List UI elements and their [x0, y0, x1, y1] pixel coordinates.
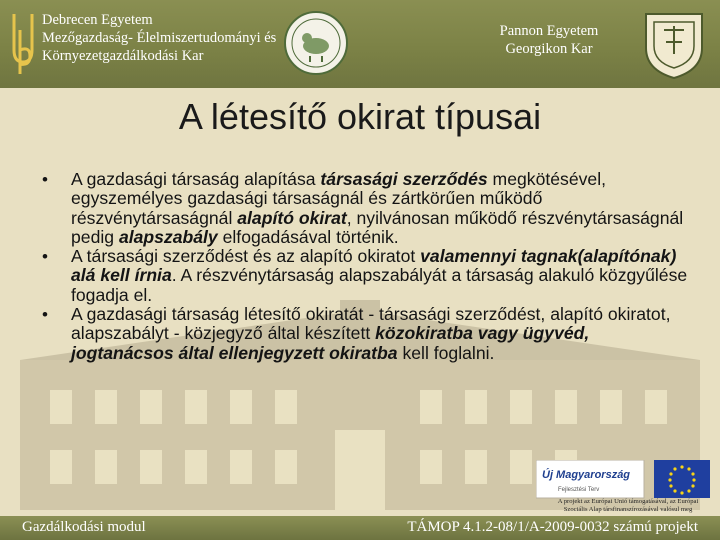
- emphasis-text: közokiratba vagy ügyvéd, jogtanácsos által ellenjegyzett okiratba: [71, 323, 590, 363]
- faculty-line: Mezőgazdaság- Élelmiszertudományi és: [42, 30, 277, 46]
- university-line: Debrecen Egyetem: [42, 12, 153, 28]
- bullet-text: kell foglalni.: [397, 342, 495, 363]
- emphasis-text: valamennyi tagnak(alapítónak) alá kell írnia: [71, 246, 677, 286]
- bullet-text: A gazdasági társaság létesítő okiratát - társasági szerződést, alapító okiratot, alapszabályt - közjegyző által készített: [71, 304, 671, 344]
- bullet-dot-icon: •: [42, 247, 48, 267]
- bullet-text: A társasági szerződést és az alapító okiratot: [71, 246, 421, 267]
- module-name: Gazdálkodási modul: [22, 519, 146, 535]
- faculty-line: Georgikon Kar: [505, 41, 593, 57]
- bullet-text: megkötésével, egyszemélyes gazdasági társaságnál és zártkörűen működő részvénytársaságnál: [71, 169, 606, 228]
- faculty-line: Környezetgazdálkodási Kar: [42, 48, 204, 64]
- bullet-text: elfogadásával történik.: [217, 226, 399, 247]
- bullet-item: [40, 170, 695, 247]
- university-name: [42, 11, 287, 65]
- caption-line: A projekt az Európai Unió támogatásával, az Európai: [557, 498, 699, 505]
- emphasis-text: alapszabály: [118, 226, 218, 247]
- bullet-dot-icon: •: [42, 305, 48, 325]
- header-band: [0, 0, 720, 88]
- project-id: TÁMOP 4.1.2-08/1/A-2009-0032 számú projekt: [407, 519, 698, 535]
- bullet-item: [40, 305, 695, 363]
- new-hungary-logo-text: Új Magyarország: [542, 469, 631, 481]
- slide-title: A létesítő okirat típusai: [178, 96, 542, 137]
- bullet-list: [40, 170, 695, 363]
- emphasis-text: társasági szerződés: [320, 169, 488, 189]
- footer-band: [0, 516, 720, 540]
- pannon-crest-icon: [642, 8, 706, 80]
- pannon-university-name: [490, 22, 608, 58]
- emphasis-text: alapító okirat: [237, 207, 347, 228]
- bullet-text: A gazdasági társaság alapítása: [71, 169, 321, 189]
- bullet-text: . A részvénytársaság alapszabályát a társaság alakuló közgyűlése fogadja el.: [71, 265, 688, 305]
- faculty-seal-icon: [283, 10, 349, 76]
- bullet-item: [40, 247, 695, 305]
- bullet-text: , nyilvánosan működő részvénytársaságnál pedig: [71, 207, 684, 247]
- eu-funding-logos: [536, 460, 712, 500]
- caption-line: Szociális Alap társfinanszírozásával valósul meg: [563, 506, 693, 513]
- eu-funding-caption: [536, 498, 720, 514]
- university-line: Pannon Egyetem: [499, 23, 599, 39]
- bullet-dot-icon: •: [42, 170, 48, 189]
- development-plan-text: Fejlesztési Terv: [558, 487, 600, 493]
- university-ub-logo-icon: [6, 10, 40, 78]
